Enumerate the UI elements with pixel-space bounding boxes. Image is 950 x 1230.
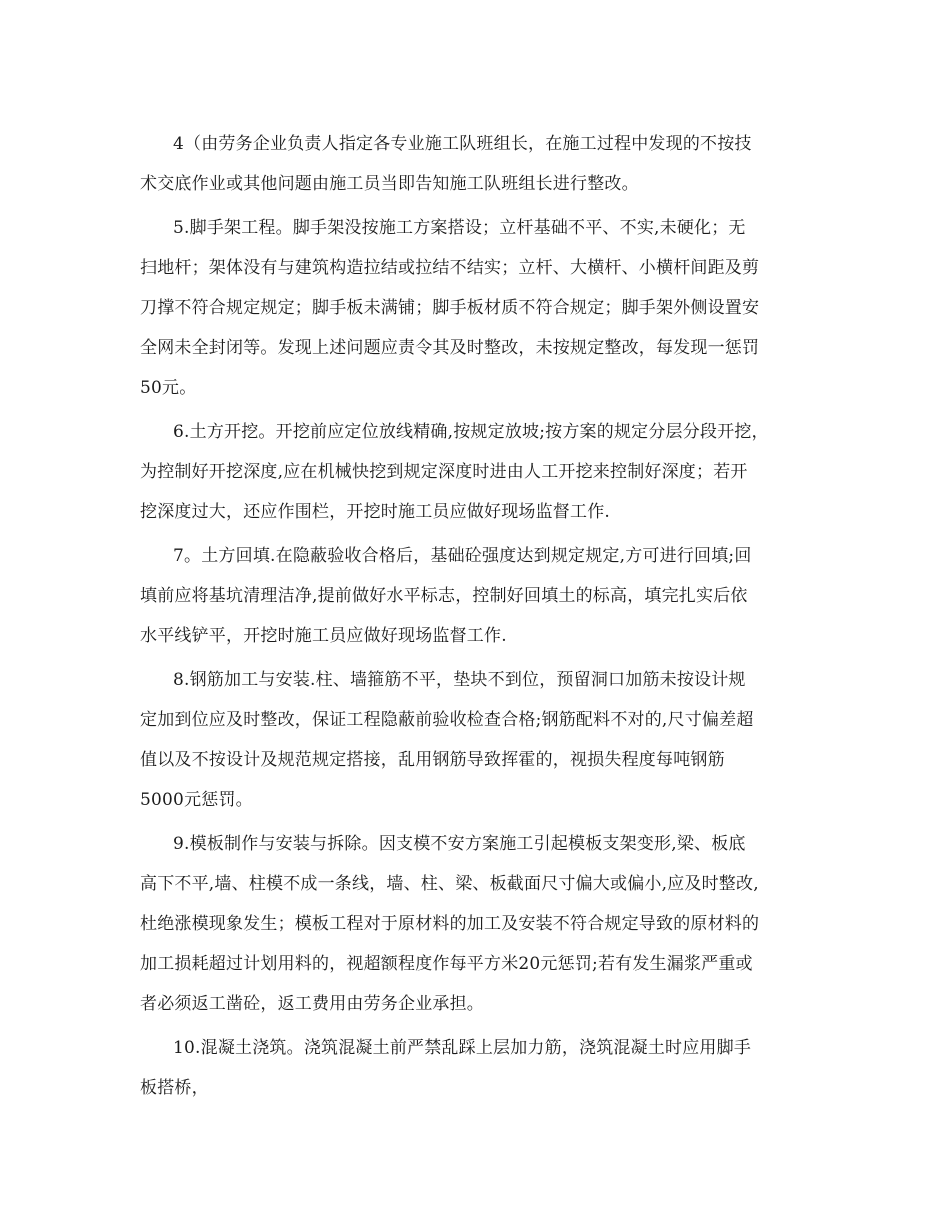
paragraph-7-line-2: 填前应将基坑清理洁净,提前做好水平标志，控制好回填土的标高，填完扎实后依 xyxy=(140,586,748,606)
paragraph-9-line-1: 9.模板制作与安装与拆除。因支模不安方案施工引起模板支架变形,梁、板底 xyxy=(173,834,746,854)
paragraph-5-line-4: 全网未全封闭等。发现上述问题应责令其及时整改，未按规定整改，每发现一惩罚 xyxy=(140,338,760,358)
paragraph-5-line-2: 扫地杆；架体没有与建筑构造拉结或拉结不结实；立杆、大横杆、小横杆间距及剪 xyxy=(140,258,760,278)
paragraph-6-line-1: 6.土方开挖。开挖前应定位放线精确,按规定放坡;按方案的规定分层分段开挖， xyxy=(173,422,769,442)
paragraph-7-line-3: 水平线铲平，开挖时施工员应做好现场监督工作. xyxy=(140,626,507,646)
paragraph-6-line-3: 挖深度过大，还应作围栏，开挖时施工员应做好现场监督工作. xyxy=(140,502,611,522)
paragraph-10-line-2: 板搭桥， xyxy=(140,1078,209,1098)
paragraph-4-line-2: 术交底作业或其他问题由施工员当即告知施工队班组长进行整改。 xyxy=(140,174,639,194)
paragraph-9-line-3: 杜绝涨模现象发生；模板工程对于原材料的加工及安装不符合规定导致的原材料的 xyxy=(140,914,760,934)
paragraph-4-line-1: 4（由劳务企业负责人指定各专业施工队班组长，在施工过程中发现的不按技 xyxy=(173,134,752,154)
paragraph-7-line-1: 7。土方回填.在隐蔽验收合格后，基础砼强度达到规定规定,方可进行回填;回 xyxy=(173,546,752,566)
paragraph-9-line-5: 者必须返工凿砼，返工费用由劳务企业承担。 xyxy=(140,994,484,1014)
paragraph-5-line-1: 5.脚手架工程。脚手架没按施工方案搭设；立杆基础不平、不实,未硬化；无 xyxy=(173,218,746,238)
paragraph-9-line-2: 高下不平,墙、柱模不成一条线，墙、柱、梁、板截面尺寸偏大或偏小,应及时整改, xyxy=(140,874,759,894)
paragraph-6-line-2: 为控制好开挖深度,应在机械快挖到规定深度时进由人工开挖来控制好深度；若开 xyxy=(140,462,748,482)
paragraph-5-line-3: 刀撑不符合规定规定；脚手板未满铺；脚手板材质不符合规定；脚手架外侧设置安 xyxy=(140,298,760,318)
paragraph-8-line-3: 值以及不按设计及规范规定搭接，乱用钢筋导致挥霍的，视损失程度每吨钢筋 xyxy=(140,750,725,770)
paragraph-8-line-1: 8.钢筋加工与安装.柱、墙箍筋不平，垫块不到位，预留洞口加筋未按设计规 xyxy=(173,670,746,690)
paragraph-5-line-5: 50元。 xyxy=(140,378,197,398)
paragraph-8-line-2: 定加到位应及时整改，保证工程隐蔽前验收检查合格;钢筋配料不对的,尺寸偏差超 xyxy=(140,710,754,730)
paragraph-10-line-1: 10.混凝土浇筑。浇筑混凝土前严禁乱踩上层加力筋，浇筑混凝土时应用脚手 xyxy=(173,1038,752,1058)
paragraph-8-line-4: 5000元惩罚。 xyxy=(140,790,253,810)
paragraph-9-line-4: 加工损耗超过计划用料的，视超额程度作每平方米20元惩罚;若有发生漏浆严重或 xyxy=(140,954,753,974)
